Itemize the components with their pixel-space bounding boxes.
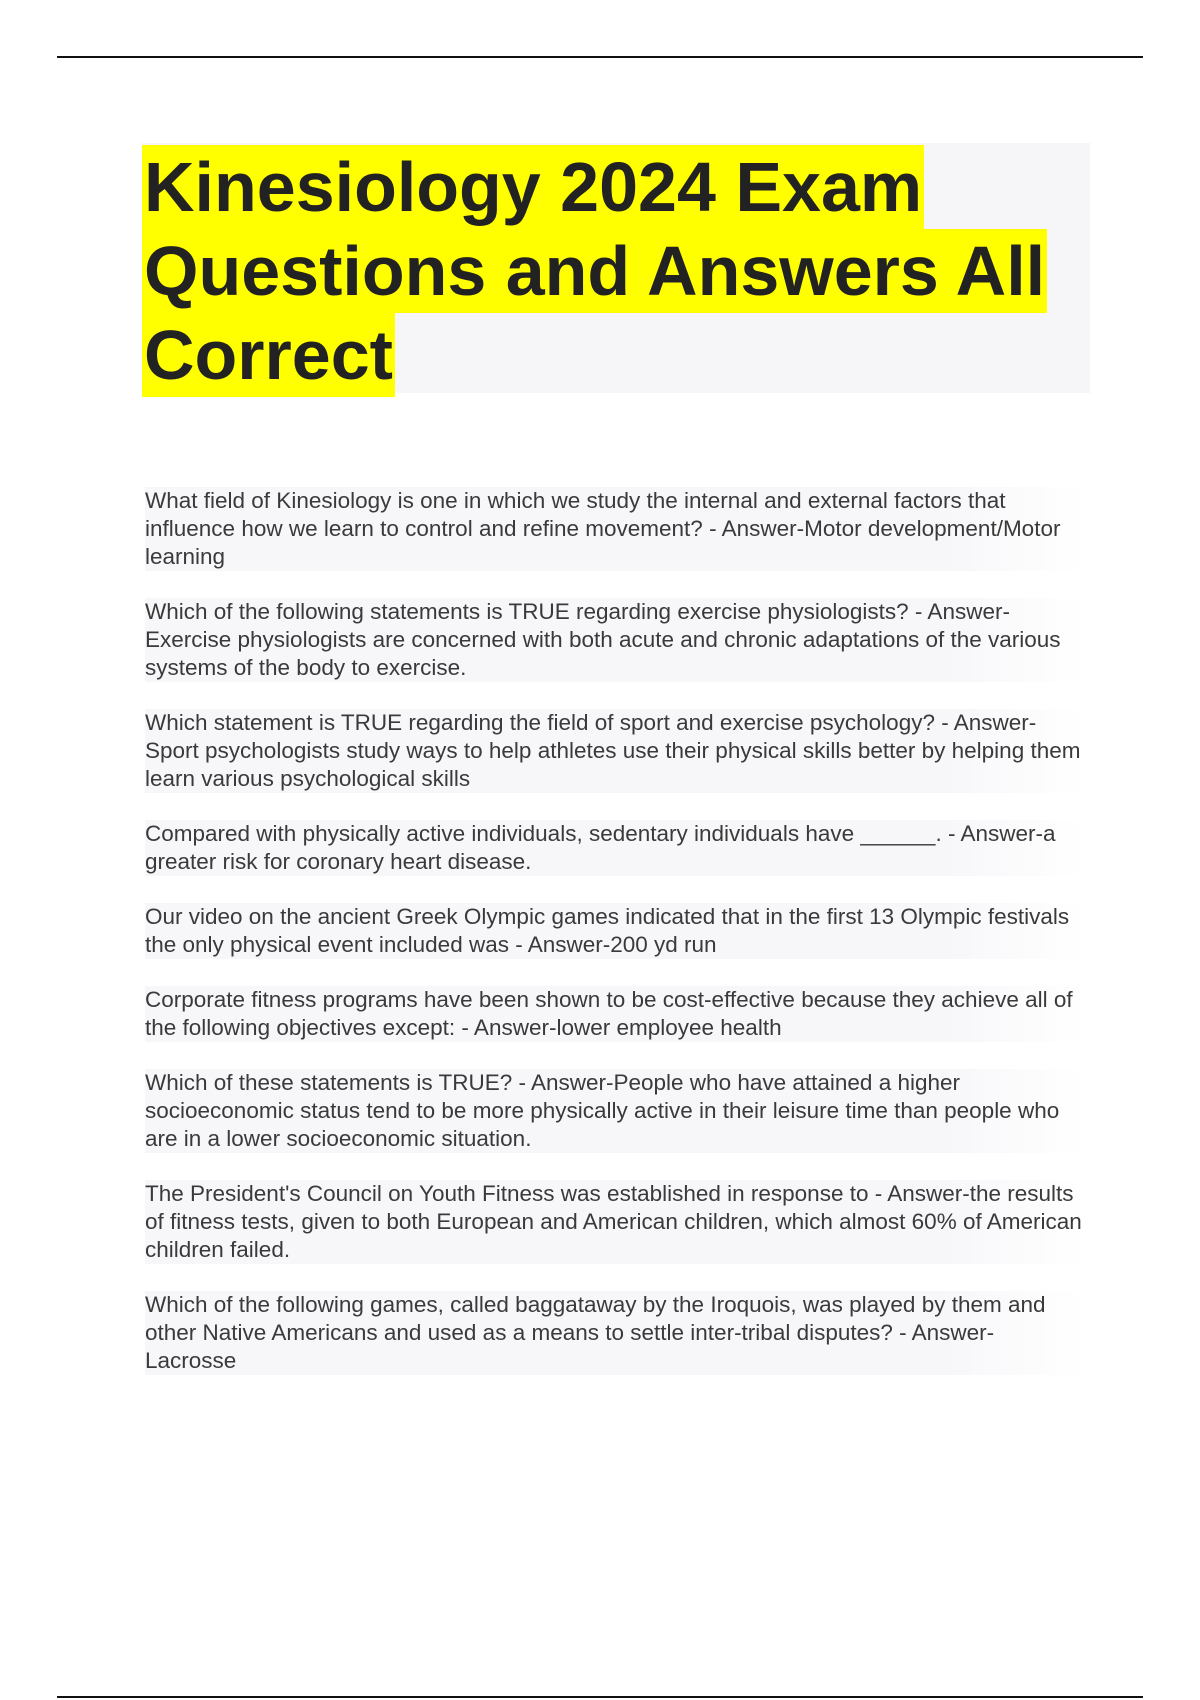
- qa-item: The President's Council on Youth Fitness was established in response to - Answer-the results of fitness tests, given to both European and American children, which almost 60% of American children failed.: [145, 1180, 1085, 1264]
- qa-item: Our video on the ancient Greek Olympic games indicated that in the first 13 Olympic festivals the only physical event included was - Answer-200 yd run: [145, 903, 1085, 959]
- qa-list: [145, 487, 1085, 1402]
- title-line-2: Questions and Answers All: [142, 229, 1047, 313]
- bottom-rule: [57, 1696, 1143, 1698]
- top-rule: [57, 56, 1143, 58]
- title-line-1: Kinesiology 2024 Exam: [142, 145, 924, 229]
- qa-item: Which of the following games, called baggataway by the Iroquois, was played by them and other Native Americans and used as a means to settle inter-tribal disputes? - Answer-Lacrosse: [145, 1291, 1085, 1375]
- qa-item: Which of the following statements is TRUE regarding exercise physiologists? - Answer-Exercise physiologists are concerned with both acute and chronic adaptations of the various systems of the body to exercise.: [145, 598, 1085, 682]
- title-line-3: Correct: [142, 313, 395, 397]
- qa-item: Which statement is TRUE regarding the field of sport and exercise psychology? - Answer-Sport psychologists study ways to help athletes use their physical skills better by helping them learn various psychological skills: [145, 709, 1085, 793]
- qa-item: What field of Kinesiology is one in which we study the internal and external factors that influence how we learn to control and refine movement? - Answer-Motor development/Motor learning: [145, 487, 1085, 571]
- qa-item: Compared with physically active individuals, sedentary individuals have ______. - Answer-a greater risk for coronary heart disease.: [145, 820, 1085, 876]
- qa-item: Which of these statements is TRUE? - Answer-People who have attained a higher socioeconomic status tend to be more physically active in their leisure time than people who are in a lower socioeconomic situation.: [145, 1069, 1085, 1153]
- title-block: [142, 143, 1090, 393]
- document-title: [142, 143, 1090, 397]
- qa-item: Corporate fitness programs have been shown to be cost-effective because they achieve all of the following objectives except: - Answer-lower employee health: [145, 986, 1085, 1042]
